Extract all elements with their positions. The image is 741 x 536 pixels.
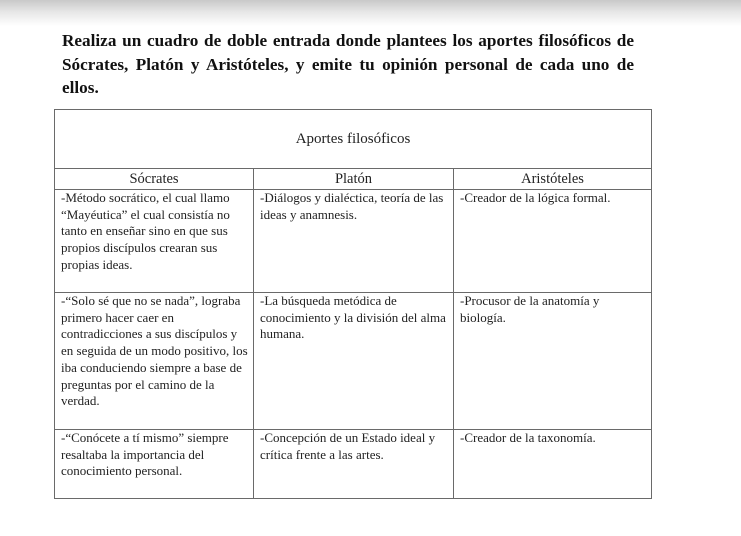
table-title-label: Aportes filosóficos bbox=[295, 130, 411, 147]
table-row bbox=[55, 293, 652, 430]
table-row bbox=[55, 430, 652, 499]
cell-socrates: -Método socrático, el cual llamo “Mayéutica” el cual consistía no tanto en enseñar sino en que sus propios discípulos crearan sus propias ideas. bbox=[55, 190, 254, 293]
instruction-text: Realiza un cuadro de doble entrada donde plantees los aportes filosóficos de Sócrates, Platón y Aristóteles, y emite tu opinión personal de cada uno de ellos. bbox=[62, 31, 634, 97]
header-aristoteles: Aristóteles bbox=[454, 169, 652, 190]
table-title bbox=[55, 110, 652, 169]
cell-socrates: -“Conócete a tí mismo” siempre resaltaba la importancia del conocimiento personal. bbox=[55, 430, 254, 499]
table-title-row bbox=[55, 110, 652, 169]
cell-platon: -Concepción de un Estado ideal y crítica frente a las artes. bbox=[254, 430, 454, 499]
cell-aristoteles: -Creador de la lógica formal. bbox=[454, 190, 652, 293]
header-platon: Platón bbox=[254, 169, 454, 190]
top-shadow bbox=[0, 0, 741, 26]
table-row bbox=[55, 190, 652, 293]
header-socrates: Sócrates bbox=[55, 169, 254, 190]
cell-aristoteles: -Procusor de la anatomía y biología. bbox=[454, 293, 652, 430]
cell-socrates: -“Solo sé que no se nada”, lograba primero hacer caer en contradicciones a sus discípulos y en seguida de un modo positivo, los iba conduciendo siempre a base de preguntas por el camino de la verdad. bbox=[55, 293, 254, 430]
table-header-row bbox=[55, 169, 652, 190]
cell-aristoteles: -Creador de la taxonomía. bbox=[454, 430, 652, 499]
cell-platon: -Diálogos y dialéctica, teoría de las ideas y anamnesis. bbox=[254, 190, 454, 293]
cell-platon: -La búsqueda metódica de conocimiento y la división del alma humana. bbox=[254, 293, 454, 430]
aportes-table bbox=[54, 109, 652, 499]
